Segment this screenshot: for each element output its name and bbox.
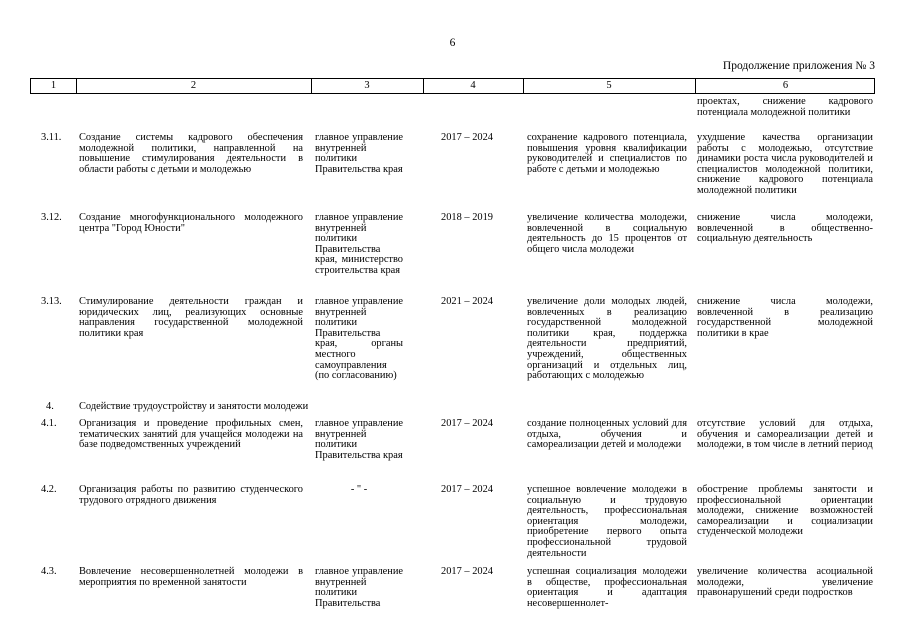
header-col-5: 5 — [523, 79, 696, 93]
period-cell: 2018 – 2019 — [441, 212, 493, 223]
table-header — [30, 78, 875, 94]
measure-cell: Создание многофункционального молодежного центра "Город Юности" — [79, 212, 303, 234]
measure-cell: Стимулирование деятельности граждан и юридических лиц, реализующих основные направления государственной молодежной политики края — [79, 296, 303, 339]
result-cell: увеличение доли молодых людей, вовлеченных в реализацию государственной молодежной политики края, поддержка деятельности предприятий, учреждений, общественных организаций и отдельных лиц, работающих с молодежью — [527, 296, 687, 382]
period-cell: 2017 – 2024 — [441, 132, 493, 143]
row-number: 3.12. — [41, 212, 62, 223]
period-cell: 2021 – 2024 — [441, 296, 493, 307]
header-col-4: 4 — [423, 79, 524, 93]
executor-cell: главное управление внутренней политики Правительства края, министерство строительства края — [315, 212, 403, 276]
measure-cell: Организация работы по развитию студенческого трудового отрядного движения — [79, 484, 303, 506]
measure-cell: Вовлечение несовершеннолетней молодежи в мероприятия по временной занятости — [79, 566, 303, 588]
consequence-cell: ухудшение качества организации работы с молодежью, отсутствие динамики роста числа руководителей и специалистов молодежной политики, снижение кадрового потенциала молодежной политики — [697, 132, 873, 196]
executor-cell: главное управление внутренней политики Правительства края — [315, 132, 403, 175]
period-cell: 2017 – 2024 — [441, 566, 493, 577]
consequence-cell: снижение числа молодежи, вовлеченной в общественно-социальную деятельность — [697, 212, 873, 245]
row-number: 4.1. — [41, 418, 57, 429]
section-number: 4. — [46, 401, 54, 412]
consequence-cell: отсутствие условий для отдыха, обучения и самореализации детей и молодежи, в том числе в летний период — [697, 418, 873, 451]
result-cell: сохранение кадрового потенциала, повышения уровня квалификации руководителей и специалистов по работе с детьми и молодежью — [527, 132, 687, 175]
period-cell: 2017 – 2024 — [441, 418, 493, 429]
row-number: 3.11. — [41, 132, 62, 143]
header-col-2: 2 — [76, 79, 312, 93]
carry-over-cell: проектах, снижение кадрового потенциала молодежной политики — [697, 96, 873, 118]
result-cell: увеличение количества молодежи, вовлеченной в социальную деятельность до 15 процентов от общего числа молодежи — [527, 212, 687, 255]
executor-cell: главное управление внутренней политики Правительства края — [315, 418, 403, 461]
measure-cell: Организация и проведение профильных смен, тематических занятий для учащейся молодежи на базе подведомственных учреждений — [79, 418, 303, 451]
executor-cell: главное управление внутренней политики Правительства — [315, 566, 403, 609]
consequence-cell: снижение числа молодежи, вовлеченной в реализацию государственной молодежной политики в крае — [697, 296, 873, 339]
header-col-3: 3 — [311, 79, 424, 93]
row-number: 3.13. — [41, 296, 62, 307]
row-number: 4.3. — [41, 566, 57, 577]
section-title: Содействие трудоустройству и занятости молодежи — [79, 401, 309, 412]
result-cell: успешная социализация молодежи в обществе, профессиональная ориентация и адаптация несовершеннолет- — [527, 566, 687, 609]
consequence-cell: обострение проблемы занятости и профессиональной ориентации молодежи, снижение возможностей самореализации и социализации студенческой молодежи — [697, 484, 873, 538]
consequence-cell: увеличение количества асоциальной молодежи, увеличение правонарушений среди подростков — [697, 566, 873, 599]
header-col-6: 6 — [782, 80, 789, 91]
measure-cell: Создание системы кадрового обеспечения молодежной политики, направленной на повышение стимулирования деятельности в области работы с детьми и молодежью — [79, 132, 303, 175]
executor-cell: - " - — [350, 484, 368, 495]
continuation-label: Продолжение приложения № 3 — [722, 60, 875, 72]
result-cell: создание полноценных условий для отдыха, обучения и самореализации детей и молодежи — [527, 418, 687, 451]
result-cell: успешное вовлечение молодежи в социальную и трудовую деятельность, профессиональная ориентация молодежи, приобретение первого опыта профессиональной трудовой деятельности — [527, 484, 687, 559]
period-cell: 2017 – 2024 — [441, 484, 493, 495]
header-col-1: 1 — [31, 79, 77, 93]
row-number: 4.2. — [41, 484, 57, 495]
page-number: 6 — [449, 37, 456, 49]
executor-cell: главное управление внутренней политики Правительства края, органы местного самоуправления (по согласованию) — [315, 296, 403, 382]
